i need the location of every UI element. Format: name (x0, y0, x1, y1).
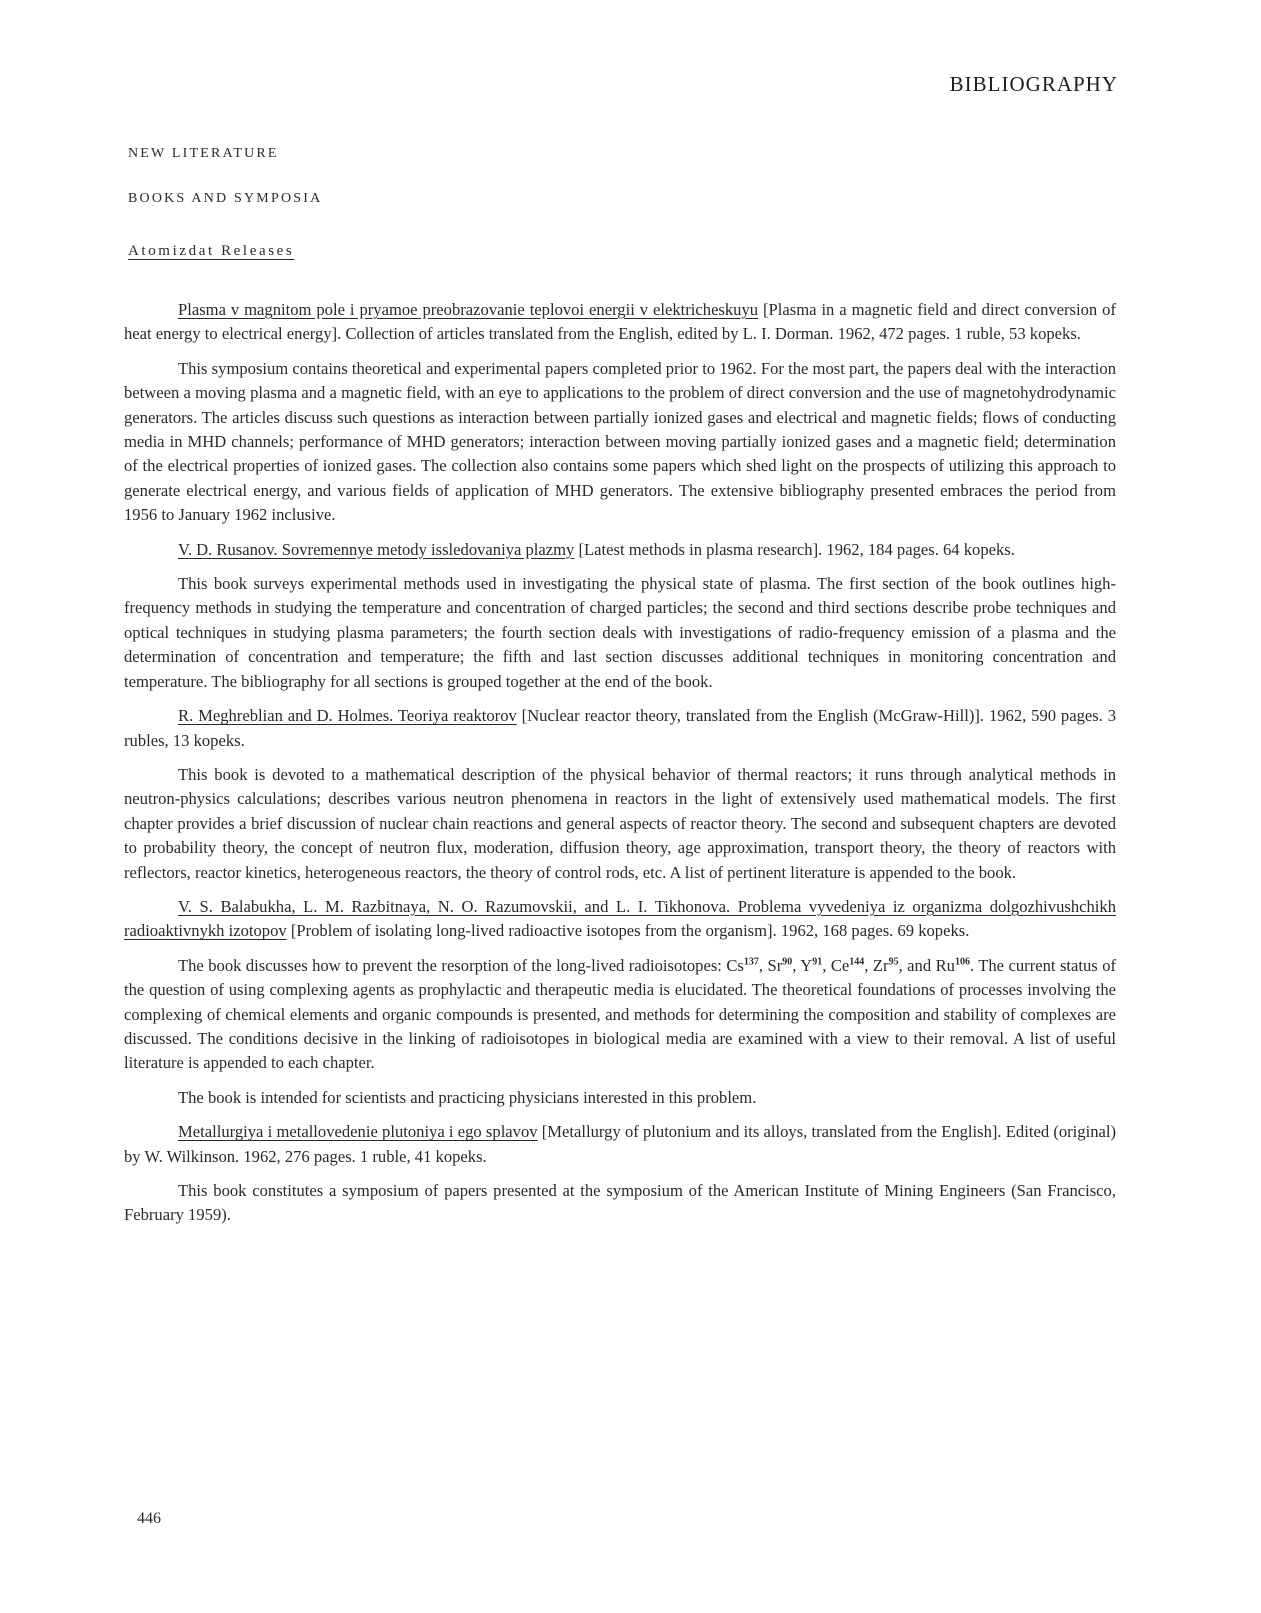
citation-entry-1 (124, 298, 1116, 347)
isotope-sr90: Sr$^{90}$ (767, 955, 793, 975)
citation-details: [Metallurgy of plutonium and its alloys, translated from the English]. Edited (original) by W. Wilkinson. 1962, 276 pages. 1 ruble, 41 kopeks. (124, 1122, 1116, 1166)
description-paragraph: The book is intended for scientists and practicing physicians interested in this problem. (178, 1087, 757, 1107)
description-paragraph: This symposium contains theoretical and experimental papers completed prior to 1962. For the most part, the papers deal with the interaction between a moving plasma and a magnetic field, with an eye to applications to the problem of direct conversion and the use of magnetohydrodynamic generators. The articles discuss such questions as interaction between partially ionized gases and electrical and magnetic fields; flows of conducting media in MHD channels; performance of MHD generators; interaction between moving partially ionized gases and a magnetic field; determination of the electrical properties of ionized gases. The collection also contains some papers which shed light on the prospects of utilizing this approach to generate electrical energy, and various fields of application of MHD generators. The extensive bibliography presented embraces the period from 1956 to January 1962 inclusive. (124, 358, 1116, 525)
citation-details: [Problem of isolating long-lived radioactive isotopes from the organism]. 1962, 168 pages. 69 kopeks. (286, 921, 970, 941)
citation-title: Metallurgiya i metallovedenie plutoniya i ego splavov (178, 1122, 538, 1142)
citation-details: [Latest methods in plasma research]. 1962, 184 pages. 64 kopeks. (574, 539, 1015, 559)
description-paragraph: This book is devoted to a mathematical description of the physical behavior of thermal reactors; it runs through analytical methods in neutron-physics calculations; describes various neutron phenomena in reactors in the light of extensively used mathematical models. The first chapter provides a brief discussion of nuclear chain reactions and general aspects of reactor theory. The second and subsequent chapters are devoted to probability theory, the concept of neutron flux, moderation, diffusion theory, age approximation, transport theory, the theory of reactors with reflectors, reactor kinetics, heterogeneous reactors, the theory of control rods, etc. A list of pertinent literature is appended to the book. (124, 764, 1116, 882)
citation-entry-5 (124, 1120, 1116, 1169)
description-paragraph: This book constitutes a symposium of papers presented at the symposium of the American Institute of Mining Engineers (San Francisco, February 1959). (124, 1181, 1116, 1225)
bibliography-body (124, 298, 1116, 1238)
isotope-paragraph: The book discusses how to prevent the resorption of the long-lived radioisotopes: Cs$^{137}$, Sr$^{90}$, $Y^{91}$, Ce$^{144}$, Zr$^{95}$, and Ru$^{106}$. The current status of the question of using complexing agents as prophylactic and therapeutic media is elucidated. The theoretical foundations of processes involving the complexing of chemical elements and organic compounds is presented, and methods for determining the composition and stability of complexes are discussed. The conditions decisive in the linking of radioisotopes in biological media are examined with a view to their removal. A list of useful literature is appended to each chapter. (124, 955, 1117, 1073)
citation-entry-3 (124, 704, 1116, 753)
isotopes-intro: The book discusses how to prevent the resorption of the long-lived radioisotopes: (178, 955, 722, 975)
page-number: 446 (137, 1510, 161, 1527)
citation-details: [Plasma in a magnetic field and direct conversion of heat energy to electrical energy]. Collection of articles translated from the English, edited by L. I. Dorman. 1962, 472 pages. 1 ruble, 53 kopeks. (124, 300, 1116, 344)
isotope-ru106: Ru$^{106}$ (935, 955, 970, 975)
isotope-ce144: Ce$^{144}$ (830, 955, 865, 975)
section-new-literature: NEW LITERATURE (128, 146, 279, 161)
citation-title: V. D. Rusanov. Sovremennye metody issledovaniya plazmy (178, 539, 575, 559)
isotope-cs137: Cs$^{137}$ (726, 955, 759, 975)
citation-entry-4 (124, 895, 1116, 944)
isotopes-rest: . The current status of the question of using complexing agents as prophylactic and therapeutic media is elucidated. The theoretical foundations of processes involving the complexing of chemical elements and organic compounds is presented, and methods for determining the composition and stability of complexes are discussed. The conditions decisive in the linking of radioisotopes in biological media are examined with a view to their removal. A list of useful literature is appended to each chapter. (124, 955, 1117, 1073)
citation-title: Plasma v magnitom pole i pryamoe preobrazovanie teplovoi energii v elektricheskuyu (178, 300, 759, 319)
citation-title: R. Meghreblian and D. Holmes. Teoriya reaktorov (178, 706, 517, 726)
citation-entry-2 (124, 538, 1116, 562)
isotope-zr95: Zr$^{95}$ (872, 955, 899, 975)
page-title: BIBLIOGRAPHY (949, 72, 1118, 96)
section-books-symposia: BOOKS AND SYMPOSIA (128, 191, 323, 206)
citation-details: [Nuclear reactor theory, translated from the English (McGraw-Hill)]. 1962, 590 pages. 3 rubles, 13 kopeks. (124, 706, 1117, 750)
subsection-atomizdat-releases: Atomizdat Releases (128, 243, 295, 259)
description-paragraph: This book surveys experimental methods used in investigating the physical state of plasma. The first section of the book outlines high-frequency methods in studying the temperature and concentration of charged particles; the second and third sections describe probe techniques and optical techniques in studying plasma parameters; the fourth section deals with investigations of radio-frequency emission of a plasma and the determination of concentration and temperature; the fifth and last section discusses additional techniques in monitoring concentration and temperature. The bibliography for all sections is grouped together at the end of the book. (124, 574, 1116, 691)
citation-title: V. S. Balabukha, L. M. Razbitnaya, N. O. Razumovskii, and L. I. Tikhonova. Problema vyvedeniya iz organizma dolgozhivushchikh radioaktivnykh izotopov (124, 896, 1116, 941)
isotope-y91: $Y^{91}$ (800, 955, 823, 975)
